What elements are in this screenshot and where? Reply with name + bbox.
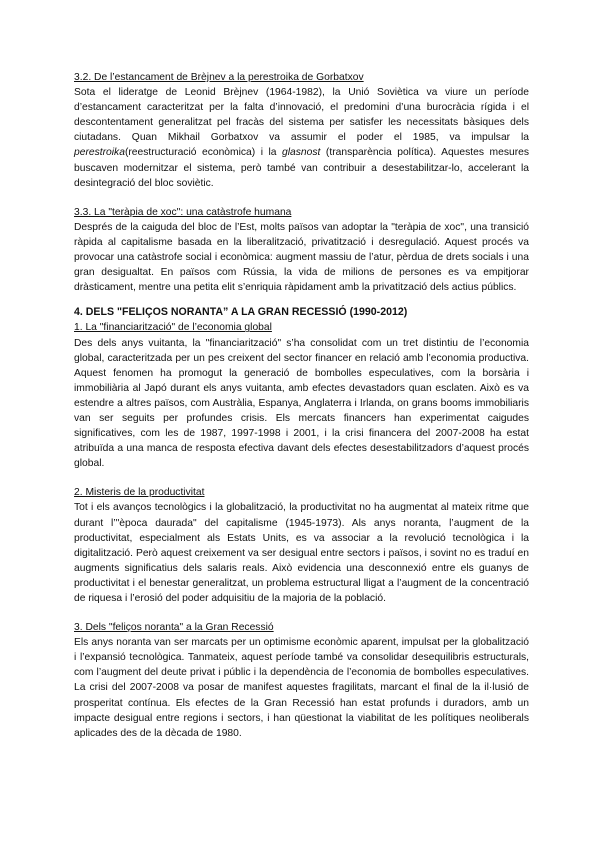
- section-paragraph: [74, 85, 529, 191]
- section-shock-therapy: [74, 205, 529, 296]
- subsection-heading: 2. Misteris de la productivitat: [74, 487, 205, 499]
- paragraph-text: (reestructuració econòmica) i la: [124, 147, 283, 159]
- chapter-heading: 4. DELS "FELIÇOS NORANTA” A LA GRAN RECESSIÓ (1990-2012): [74, 306, 408, 319]
- subsection-paragraph: Tot i els avanços tecnològics i la globalització, la productivitat no ha augmentat al mateix ritme que durant l’"època daurada" del capitalisme (1945-1973). Als anys noranta, l’augment de la productivitat, especialment als Estats Units, es va associar a la revolució tecnològica i la digitalització. Però aquest creixement va ser desigual entre sectors i països, i sovint no es traduí en augments significatius dels salaris reals. Això evidencia una desconnexió entre els guanys de productivitat i el benestar generalitzat, un problema estructural lligat a l’augment de la concentració de riquesa i l’erosió del poder adquisitiu de la majoria de la població.: [74, 502, 529, 604]
- subsection-heading: 1. La "financiarització" de l’economia global: [74, 322, 272, 334]
- subsection-heading: 3. Dels "feliços noranta" a la Gran Recessió: [74, 622, 274, 634]
- section-heading: 3.2. De l’estancament de Brèjnev a la perestroika de Gorbatxov: [74, 72, 364, 83]
- subsection-paragraph: Des dels anys vuitanta, la "financiarització" s’ha consolidat com un tret distintiu de l’economia global, caracteritzada per un pes creixent del sector financer en relació amb l’economia productiva. Aquest fenomen ha promogut la generació de bombolles especulatives, com la borsària i immobiliària al Japó durant els anys vuitanta, amb efectes devastadors quan esclaten. Això es va estendre a altres països, com Austràlia, Espanya, Anglaterra i Irlanda, on grans booms immobiliaris van ser seguits per profundes crisis. Els mercats financers han experimentat caigudes significatives, com les de 1987, 1997-1998 i 2001, i la crisi financera del 2007-2008 ha estat atribuïda a una manca de resposta efectiva davant dels efectes desestabilitzadors d’aquest procés global.: [74, 337, 529, 470]
- chapter-4: [74, 305, 529, 741]
- italic-term-glasnost: glasnost: [282, 147, 321, 159]
- section-paragraph: Després de la caiguda del bloc de l’Est, molts països van adoptar la "teràpia de xoc", una transició ràpida al capitalisme basada en la liberalització, privatització i desregulació. Aquest procés va provocar una catàstrofe social i econòmica: augment massiu de l’atur, pèrdua de drets socials i una gran desigualtat. En països com Rússia, la vida de milions de persones es va empitjorar dràsticament, mentre una petita elit s’enriquia ràpidament amb la privatització dels actius públics.: [74, 221, 529, 294]
- section-heading: 3.3. La "teràpia de xoc": una catàstrofe humana: [74, 206, 292, 218]
- document-page: [74, 70, 529, 741]
- italic-term-perestroika: perestroika: [74, 147, 125, 159]
- paragraph-text: Sota el lideratge de Leonid Brèjnev (1964-1982), la Unió Soviètica va viure un període d’estancament caracteritzat per la falta d’innovació, el predomini d’una burocràcia rígida i el descontentament generalitzat pel fracàs del sistema per satisfer les necessitats bàsiques dels ciutadans. Quan Mikhail Gorbatxov va assumir el poder el 1985, va impulsar la: [74, 87, 529, 144]
- subsection-paragraph: Els anys noranta van ser marcats per un optimisme econòmic aparent, impulsat per la globalització i l’expansió tecnològica. Tanmateix, aquest període també va consolidar desequilibris estructurals, com l’augment del deute privat i públic i la dependència de l’economia de bombolles especulatives. La crisi del 2007-2008 va posar de manifest aquestes fragilitats, marcant el final de la il·lusió de prosperitat contínua. Els efectes de la Gran Recessió han estat profunds i duradors, amb un impacte desigual entre regions i sectors, i han qüestionat la viabilitat de les polítiques neoliberals aplicades des de la dècada de 1980.: [74, 637, 529, 739]
- paragraph-text: (transparència política). Aquestes mesures buscaven modernitzar el sistema, però també van contribuir a desestabilitzar-lo, accelerant la desintegració del bloc soviètic.: [74, 147, 530, 189]
- section-brezhnev-gorbachev: [74, 70, 529, 191]
